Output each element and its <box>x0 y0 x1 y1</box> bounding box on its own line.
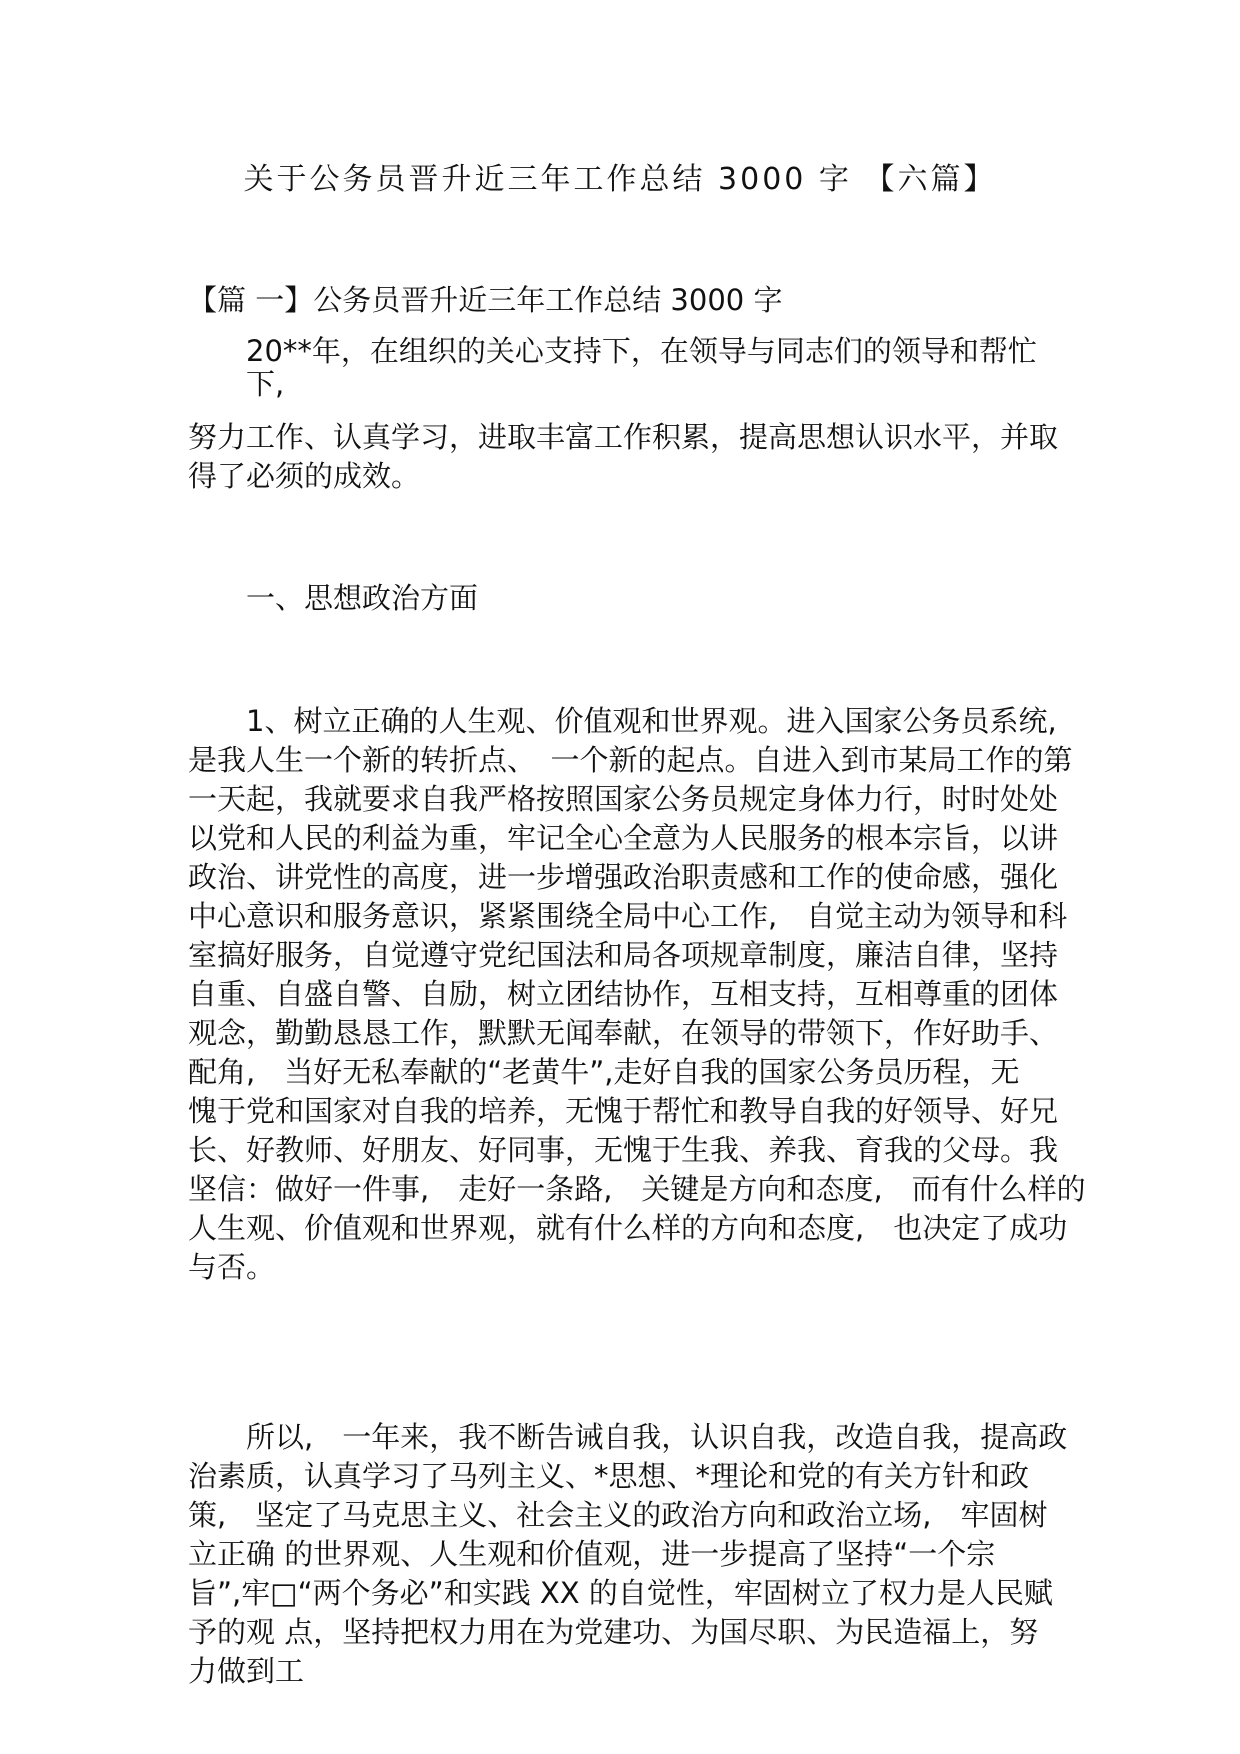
paragraph-1 <box>188 702 1086 1287</box>
text-line: 长、好教师、好朋友、好同事，无愧于生我、养我、育我的父母。我 <box>188 1133 1059 1167</box>
text-line: 策, 坚定了马克思主义、社会主义的政治方向和政治立场, 牢固树 <box>188 1498 1048 1532</box>
text-line: 人生观、价值观和世界观，就有什么样的方向和态度, 也决定了成功 <box>188 1211 1068 1245</box>
text-line: 所以, 一年来，我不断告诫自我，认识自我，改造自我，提高政 <box>246 1420 1068 1454</box>
text-line: 治素质，认真学习了马列主义、*思想、*理论和党的有关方针和政 <box>188 1459 1030 1493</box>
intro-paragraph <box>188 332 1058 401</box>
text-line: 室搞好服务，自觉遵守党纪国法和局各项规章制度，廉洁自律，坚持 <box>188 938 1059 972</box>
text-line: 20**年，在组织的关心支持下，在领导与同志们的领导和帮忙 <box>246 334 1037 368</box>
text-line: 愧于党和国家对自我的培养，无愧于帮忙和教导自我的好领导、好兄 <box>188 1094 1059 1128</box>
text-line: 以党和人民的利益为重，牢记全心全意为人民服务的根本宗旨，以讲 <box>188 821 1059 855</box>
text-line: 努力工作、认真学习，进取丰富工作积累，提高思想认识水平，并取 <box>188 420 1059 454</box>
text-line: 旨”,牢□“两个务必”和实践 XX 的自觉性，牢固树立了权力是人民赋 <box>188 1576 1053 1610</box>
paragraph-2 <box>188 1418 1068 1691</box>
chapter-heading: 【篇 一】公务员晋升近三年工作总结 3000 字 <box>188 283 783 317</box>
text-line: 中心意识和服务意识，紧紧围绕全局中心工作, 自觉主动为领导和科 <box>188 899 1068 933</box>
text-line: 观念，勤勤恳恳工作，默默无闻奉献，在领导的带领下，作好助手、 <box>188 1016 1059 1050</box>
text-line: 得了必须的成效。 <box>188 459 421 493</box>
text-line: 予的观 点，坚持把权力用在为党建功、为国尽职、为民造福上，努 <box>188 1615 1039 1649</box>
text-line: 1、树立正确的人生观、价值观和世界观。进入国家公务员系统, <box>246 704 1057 738</box>
text-line: 下, <box>246 367 285 401</box>
text-line: 是我人生一个新的转折点、 一个新的起点。自进入到市某局工作的第 <box>188 743 1073 777</box>
text-line: 政治、讲党性的高度，进一步增强政治职责感和工作的使命感，强化 <box>188 860 1059 894</box>
text-line: 一天起，我就要求自我严格按照国家公务员规定身体力行，时时处处 <box>188 782 1059 816</box>
text-line: 立正确 的世界观、人生观和价值观，进一步提高了坚持“一个宗 <box>188 1537 996 1571</box>
section-heading: 一、思想政治方面 <box>246 581 479 615</box>
intro-continued-paragraph <box>188 418 1058 496</box>
text-line: 与否。 <box>188 1250 276 1284</box>
text-line: 坚信：做好一件事, 走好一条路, 关键是方向和态度, 而有什么样的 <box>188 1172 1086 1206</box>
text-line: 配角, 当好无私奉献的“老黄牛”,走好自我的国家公务员历程，无 <box>188 1055 1020 1089</box>
text-line: 力做到工 <box>188 1654 305 1688</box>
document-title: 关于公务员晋升近三年工作总结 3000 字 【六篇】 <box>243 162 997 197</box>
text-line: 自重、自盛自警、自励，树立团结协作，互相支持，互相尊重的团体 <box>188 977 1059 1011</box>
